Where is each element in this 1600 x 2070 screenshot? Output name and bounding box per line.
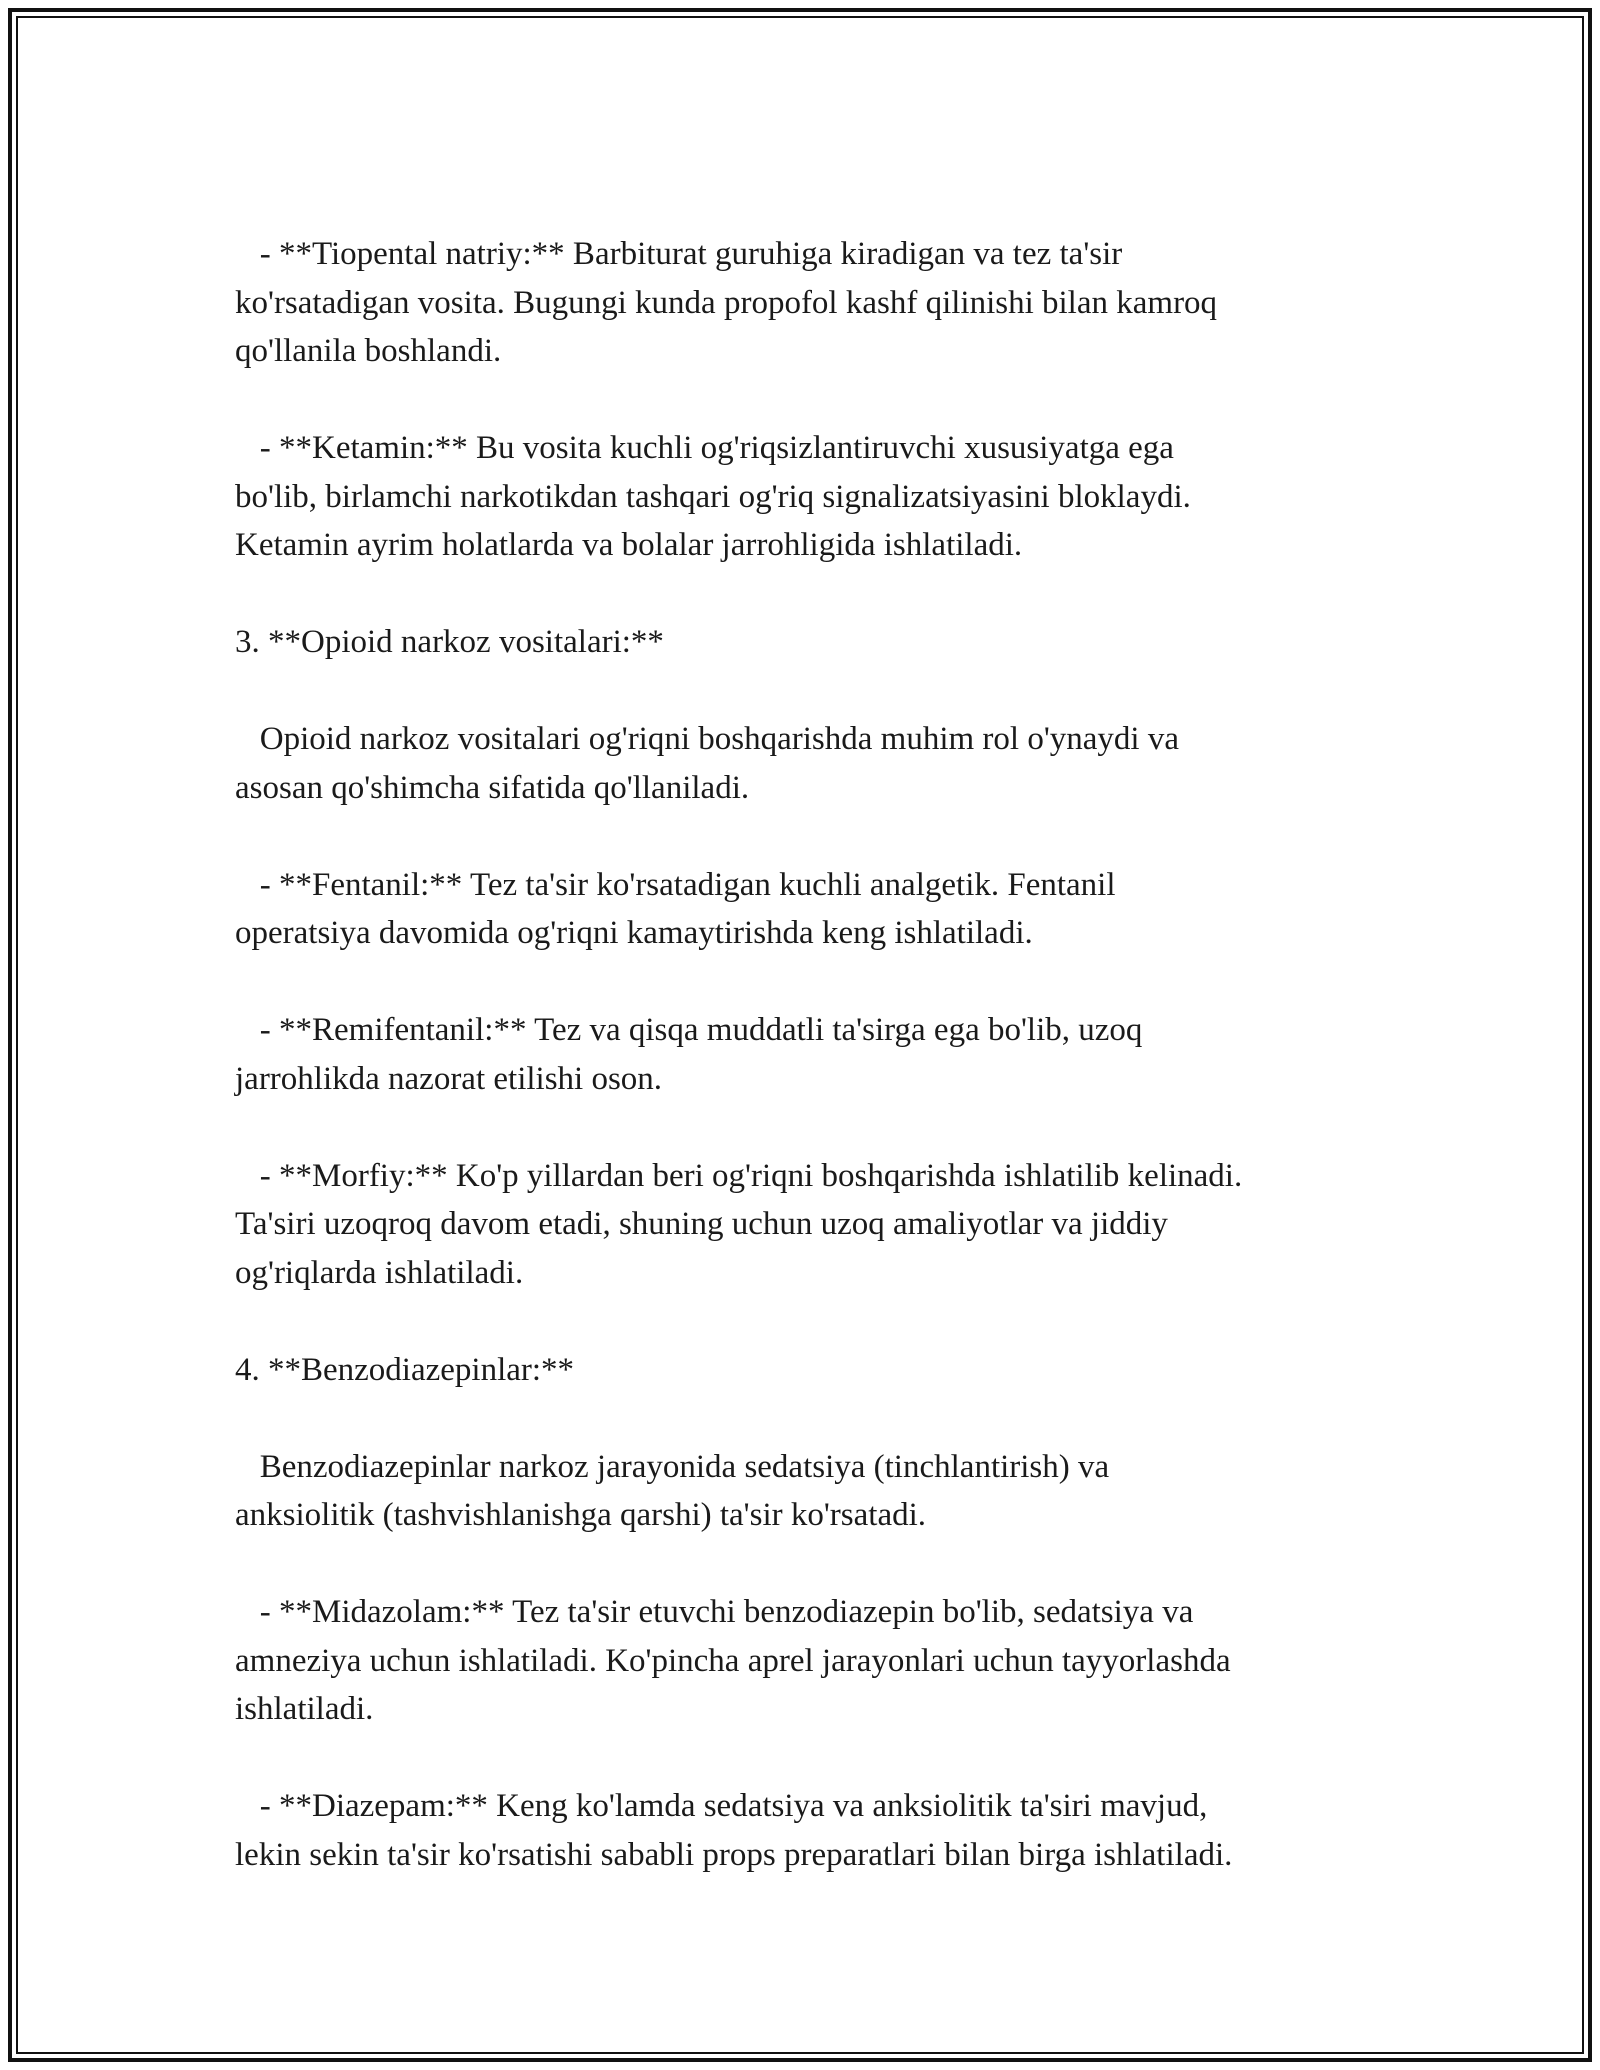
heading-opioid: 3. **Opioid narkoz vositalari:** bbox=[235, 624, 664, 660]
paragraph-diazepam: - **Diazepam:** Keng ko'lamda sedatsiya va anksiolitik ta'siri mavjud, lekin sekin ta'sir ko'rsatishi sababli props preparatlari bilan birga ishlatiladi. bbox=[235, 1788, 1233, 1873]
paragraph-remifentanil: - **Remifentanil:** Tez va qisqa muddatli ta'sirga ega bo'lib, uzoq jarrohlikda nazorat etilishi oson. bbox=[235, 1012, 1143, 1097]
paragraph-tiopental: - **Tiopental natriy:** Barbiturat guruhiga kiradigan va tez ta'sir ko'rsatadigan vosita. Bugungi kunda propofol kashf qilinishi bilan kamroq qo'llanila boshlandi. bbox=[235, 236, 1218, 369]
paragraph-fentanil: - **Fentanil:** Tez ta'sir ko'rsatadigan kuchli analgetik. Fentanil operatsiya davomida og'riqni kamaytirishda keng ishlatiladi. bbox=[235, 866, 1116, 951]
document-body bbox=[235, 230, 1375, 1879]
paragraph-morfiy: - **Morfiy:** Ko'p yillardan beri og'riqni boshqarishda ishlatilib kelinadi. Ta'siri uzoqroq davom etadi, shuning uchun uzoq amaliyotlar va jiddiy og'riqlarda ishlatiladi. bbox=[235, 1157, 1243, 1291]
paragraph-benzodiazepinlar-intro: Benzodiazepinlar narkoz jarayonida sedatsiya (tinchlantirish) va anksiolitik (tashvishlanishga qarshi) ta'sir ko'rsatadi. bbox=[235, 1448, 1110, 1533]
heading-benzodiazepinlar: 4. **Benzodiazepinlar:** bbox=[235, 1351, 575, 1388]
paragraph-ketamin: - **Ketamin:** Bu vosita kuchli og'riqsizlantiruvchi xususiyatga ega bo'lib, birlamchi narkotikdan tashqari og'riq signalizatsiyasini bloklaydi. Ketamin ayrim holatlarda va bolalar jarrohligida ishlatiladi. bbox=[235, 430, 1191, 563]
paragraph-midazolam: - **Midazolam:** Tez ta'sir etuvchi benzodiazepin bo'lib, sedatsiya va amneziya uchun ishlatiladi. Ko'pincha aprel jarayonlari uchun tayyorlashda ishlatiladi. bbox=[235, 1594, 1231, 1727]
paragraph-opioid-intro: Opioid narkoz vositalari og'riqni boshqarishda muhim rol o'ynaydi va asosan qo'shimcha sifatida qo'llaniladi. bbox=[235, 721, 1179, 806]
